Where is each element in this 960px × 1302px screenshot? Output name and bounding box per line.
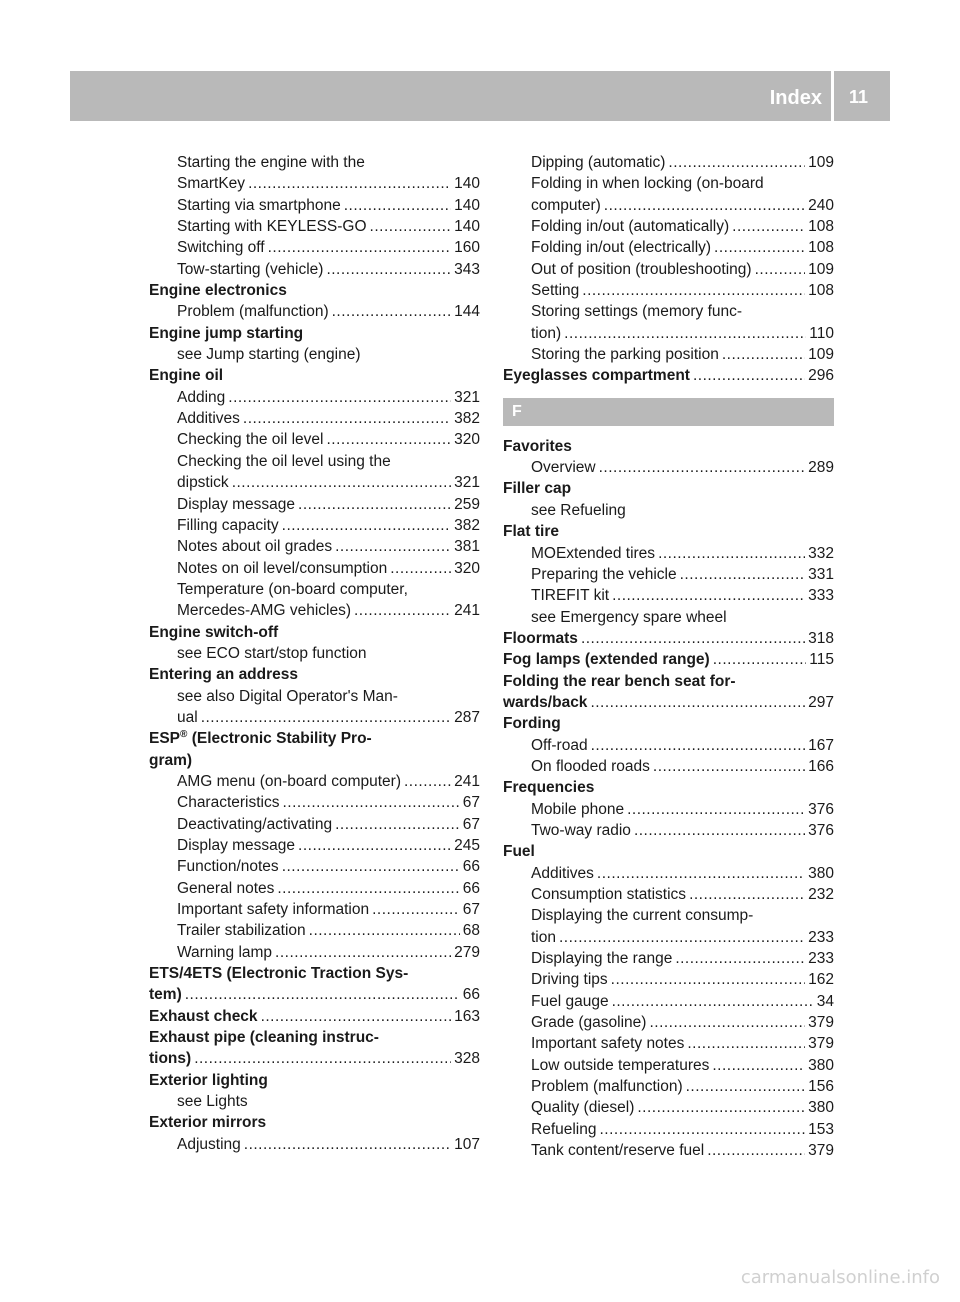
- index-subentry[interactable]: Problem (malfunction) ..... 144: [149, 301, 480, 322]
- index-heading: Exterior mirrors: [149, 1114, 267, 1132]
- index-subentry[interactable]: dipstick ..... 321: [149, 472, 480, 493]
- index-subentry[interactable]: Additives ..... 380: [503, 863, 834, 884]
- index-subentry[interactable]: Notes on oil level/consumption ..... 320: [149, 558, 480, 579]
- index-subentry[interactable]: MOExtended tires ..... 332: [503, 543, 834, 564]
- index-subentry[interactable]: Two-way radio ..... 376: [503, 820, 834, 841]
- index-subentry[interactable]: Important safety notes ..... 379: [503, 1033, 834, 1054]
- index-subentry[interactable]: Starting with KEYLESS-GO ..... 140: [149, 216, 480, 237]
- header-title: Index: [769, 87, 822, 109]
- index-see-reference[interactable]: see ECO start/stop function: [177, 644, 367, 662]
- index-subentry[interactable]: Additives ..... 382: [149, 408, 480, 429]
- page-header: [70, 71, 890, 121]
- index-heading: Exhaust pipe (cleaning instruc-: [149, 1029, 379, 1047]
- index-subentry[interactable]: Function/notes ..... 66: [149, 856, 480, 877]
- index-entry[interactable]: tions) ..... 328: [149, 1048, 480, 1069]
- index-subentry[interactable]: ual ..... 287: [149, 707, 480, 728]
- index-subentry[interactable]: Starting via smartphone ..... 140: [149, 195, 480, 216]
- index-subentry[interactable]: Consumption statistics ..... 232: [503, 884, 834, 905]
- index-subentry[interactable]: computer) ..... 240: [503, 195, 834, 216]
- index-heading: Engine switch-off: [149, 623, 279, 641]
- page-number: 11: [848, 87, 868, 107]
- index-subentry[interactable]: Tow-starting (vehicle) ..... 343: [149, 259, 480, 280]
- index-subentry[interactable]: Important safety information ..... 67: [149, 899, 480, 920]
- index-subentry[interactable]: Adding ..... 321: [149, 387, 480, 408]
- index-subentry[interactable]: Grade (gasoline) ..... 379: [503, 1012, 834, 1033]
- index-subentry[interactable]: Displaying the range ..... 233: [503, 948, 834, 969]
- index-subentry[interactable]: Display message ..... 245: [149, 835, 480, 856]
- index-entry[interactable]: Eyeglasses compartment ..... 296: [503, 365, 834, 386]
- index-heading: Exterior lighting: [149, 1071, 268, 1089]
- index-see-reference[interactable]: see Jump starting (engine): [177, 346, 361, 364]
- index-heading: Fording: [503, 715, 561, 733]
- index-entry[interactable]: Floormats ..... 318: [503, 628, 834, 649]
- index-heading: Engine jump starting: [149, 324, 304, 342]
- index-see-reference[interactable]: see Lights: [177, 1093, 248, 1111]
- index-subentry[interactable]: Mobile phone ..... 376: [503, 799, 834, 820]
- index-subentry[interactable]: Filling capacity ..... 382: [149, 515, 480, 536]
- index-subentry: Storing settings (memory func-: [531, 303, 743, 321]
- index-subentry[interactable]: Driving tips ..... 162: [503, 969, 834, 990]
- section-letter-header: F: [503, 398, 834, 426]
- index-subentry[interactable]: Quality (diesel) ..... 380: [503, 1097, 834, 1118]
- index-subentry[interactable]: Notes about oil grades ..... 381: [149, 536, 480, 557]
- index-subentry: Displaying the current consump-: [531, 907, 754, 925]
- index-subentry[interactable]: Setting ..... 108: [503, 280, 834, 301]
- index-subentry[interactable]: Fuel gauge ..... 34: [503, 991, 834, 1012]
- header-divider: [831, 71, 834, 121]
- index-entry[interactable]: tem) ..... 66: [149, 984, 480, 1005]
- index-subentry[interactable]: Low outside temperatures ..... 380: [503, 1055, 834, 1076]
- index-subentry[interactable]: Dipping (automatic) ..... 109: [503, 152, 834, 173]
- index-subentry[interactable]: Mercedes-AMG vehicles) ..... 241: [149, 600, 480, 621]
- index-subentry[interactable]: Adjusting ..... 107: [149, 1134, 480, 1155]
- index-entry[interactable]: Fog lamps (extended range) ..... 115: [503, 649, 834, 670]
- index-subentry[interactable]: tion) ..... 110: [503, 323, 834, 344]
- index-subentry[interactable]: TIREFIT kit ..... 333: [503, 585, 834, 606]
- index-heading: Filler cap: [503, 480, 572, 498]
- index-subentry: Temperature (on-board computer,: [177, 580, 408, 598]
- index-subentry[interactable]: Refueling ..... 153: [503, 1119, 834, 1140]
- index-see-reference: see also Digital Operator's Man-: [177, 687, 398, 705]
- index-heading: Engine electronics: [149, 282, 287, 300]
- index-subentry[interactable]: Folding in/out (electrically) ..... 108: [503, 237, 834, 258]
- index-subentry[interactable]: Off-road ..... 167: [503, 735, 834, 756]
- index-subentry[interactable]: Out of position (troubleshooting) ..... 109: [503, 259, 834, 280]
- index-subentry: Folding in when locking (on-board: [531, 175, 764, 193]
- index-see-reference[interactable]: see Emergency spare wheel: [531, 608, 727, 626]
- index-subentry[interactable]: AMG menu (on-board computer) ..... 241: [149, 771, 480, 792]
- index-subentry[interactable]: On flooded roads ..... 166: [503, 756, 834, 777]
- index-subentry[interactable]: General notes ..... 66: [149, 878, 480, 899]
- index-heading: Frequencies: [503, 779, 595, 797]
- index-column-left: [149, 152, 480, 1155]
- index-subentry[interactable]: SmartKey ..... 140: [149, 173, 480, 194]
- watermark: carmanualsonline.info: [740, 1267, 940, 1288]
- index-heading: Fuel: [503, 843, 535, 861]
- index-heading: ESP® (Electronic Stability Pro-: [149, 729, 372, 748]
- index-subentry[interactable]: Problem (malfunction) ..... 156: [503, 1076, 834, 1097]
- index-subentry: Checking the oil level using the: [177, 452, 391, 470]
- index-subentry[interactable]: Deactivating/activating ..... 67: [149, 814, 480, 835]
- index-subentry[interactable]: Overview ..... 289: [503, 457, 834, 478]
- index-subentry[interactable]: Characteristics ..... 67: [149, 792, 480, 813]
- index-subentry: Starting the engine with the: [177, 154, 365, 171]
- index-heading: Flat tire: [503, 523, 559, 541]
- index-see-reference[interactable]: see Refueling: [531, 501, 626, 519]
- index-subentry[interactable]: Preparing the vehicle ..... 331: [503, 564, 834, 585]
- index-heading: gram): [149, 751, 193, 769]
- index-column-right: [503, 152, 834, 1161]
- index-entry[interactable]: Exhaust check ..... 163: [149, 1006, 480, 1027]
- index-subentry[interactable]: Trailer stabilization ..... 68: [149, 920, 480, 941]
- index-entry[interactable]: wards/back ..... 297: [503, 692, 834, 713]
- index-heading: Engine oil: [149, 367, 224, 385]
- index-subentry[interactable]: Switching off ..... 160: [149, 237, 480, 258]
- index-subentry[interactable]: tion ..... 233: [503, 927, 834, 948]
- index-subentry[interactable]: Tank content/reserve fuel ..... 379: [503, 1140, 834, 1161]
- index-heading: ETS/4ETS (Electronic Traction Sys-: [149, 965, 409, 983]
- index-subentry[interactable]: Checking the oil level ..... 320: [149, 429, 480, 450]
- index-subentry[interactable]: Folding in/out (automatically) ..... 108: [503, 216, 834, 237]
- index-subentry[interactable]: Storing the parking position ..... 109: [503, 344, 834, 365]
- index-heading: Entering an address: [149, 666, 299, 684]
- index-heading: Folding the rear bench seat for-: [503, 672, 736, 690]
- index-heading: Favorites: [503, 437, 572, 455]
- index-subentry[interactable]: Warning lamp ..... 279: [149, 942, 480, 963]
- index-subentry[interactable]: Display message ..... 259: [149, 494, 480, 515]
